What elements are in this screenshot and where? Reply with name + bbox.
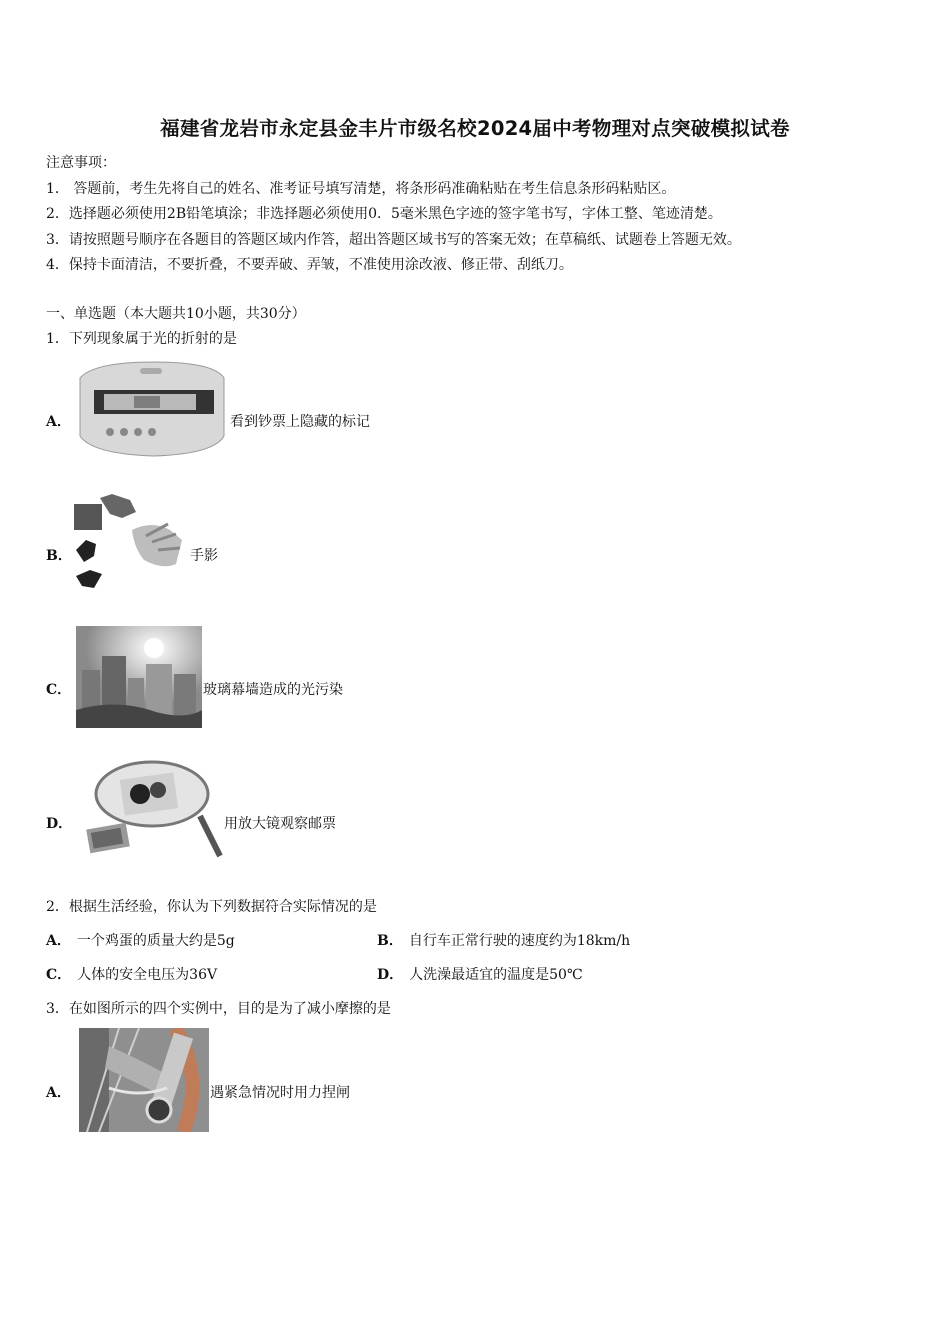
note-item: 1． 答题前，考生先将自己的姓名、准考证号填写清楚，将条形码准确粘贴在考生信息条形码粘贴区。 bbox=[46, 181, 676, 197]
magnifier-stamp-image bbox=[82, 760, 224, 862]
q1-option-b-letter: B． bbox=[46, 548, 72, 564]
q2-option-b-letter: B． bbox=[377, 933, 403, 949]
q3-option-a-text: 遇紧急情况时用力捏闸 bbox=[210, 1085, 350, 1101]
q1-option-b-text: 手影 bbox=[190, 548, 218, 564]
note-item: 4．保持卡面清洁，不要折叠，不要弄破、弄皱，不准使用涂改液、修正带、刮纸刀。 bbox=[46, 257, 573, 273]
question-2-stem: 2．根据生活经验，你认为下列数据符合实际情况的是 bbox=[46, 899, 377, 915]
bicycle-brake-image bbox=[79, 1028, 209, 1132]
q2-option-d-text: 人洗澡最适宜的温度是50℃ bbox=[409, 967, 583, 983]
q3-option-a-letter: A． bbox=[46, 1085, 71, 1101]
q1-option-c-letter: C． bbox=[46, 682, 72, 698]
q2-option-b-text: 自行车正常行驶的速度约为18km/h bbox=[408, 933, 631, 949]
q1-option-c-text: 玻璃幕墙造成的光污染 bbox=[203, 682, 343, 698]
q2-option-c-text: 人体的安全电压为36V bbox=[77, 967, 218, 983]
q2-option-b bbox=[377, 930, 630, 950]
q1-option-a-letter: A． bbox=[46, 414, 71, 430]
q2-option-a-letter: A． bbox=[46, 933, 71, 949]
section-heading: 一、单选题（本大题共10小题，共30分） bbox=[46, 306, 306, 322]
note-item: 3．请按照题号顺序在各题目的答题区域内作答，超出答题区域书写的答案无效；在草稿纸、试题卷上答题无效。 bbox=[46, 232, 741, 248]
q2-option-d bbox=[377, 964, 583, 984]
hand-shadow-image bbox=[72, 490, 188, 594]
money-detector-image bbox=[74, 358, 230, 462]
q2-option-d-letter: D． bbox=[377, 967, 404, 983]
q2-option-a bbox=[46, 930, 235, 950]
q2-option-c bbox=[46, 964, 217, 984]
question-3-stem: 3．在如图所示的四个实例中，目的是为了减小摩擦的是 bbox=[46, 1001, 391, 1017]
q1-option-d-text: 用放大镜观察邮票 bbox=[224, 816, 336, 832]
notes-heading: 注意事项： bbox=[46, 155, 116, 171]
q1-option-a-text: 看到钞票上隐藏的标记 bbox=[230, 414, 370, 430]
question-1-stem: 1．下列现象属于光的折射的是 bbox=[46, 331, 237, 347]
q2-option-c-letter: C． bbox=[46, 967, 72, 983]
q2-option-a-text: 一个鸡蛋的质量大约是5g bbox=[76, 933, 235, 949]
note-item: 2．选择题必须使用2B铅笔填涂；非选择题必须使用0．5毫米黑色字迹的签字笔书写，字体工整、笔迹清楚。 bbox=[46, 206, 722, 222]
q1-option-d-letter: D． bbox=[46, 816, 73, 832]
glass-curtain-wall-image bbox=[76, 626, 202, 728]
page-title: 福建省龙岩市永定县金丰片市级名校2024届中考物理对点突破模拟试卷 bbox=[160, 117, 790, 140]
